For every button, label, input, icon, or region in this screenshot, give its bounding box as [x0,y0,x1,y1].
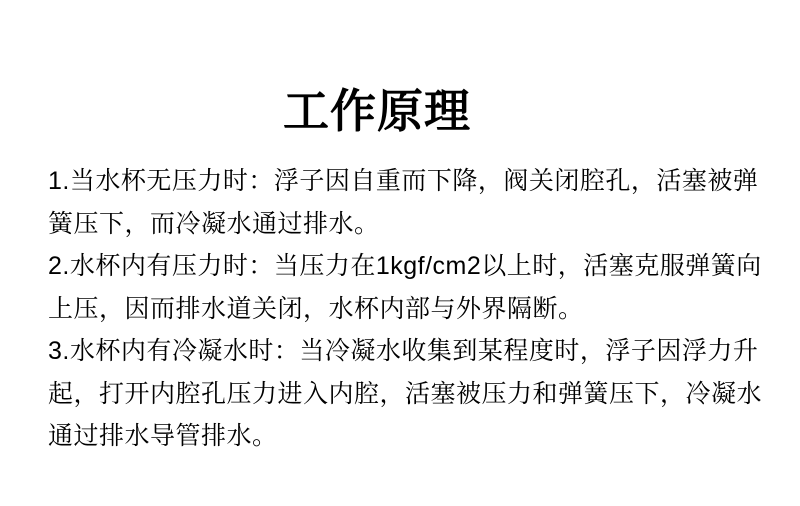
text-line: 2.水杯内有压力时：当压力在1kgf/cm2以上时，活塞克服弹簧向 [48,252,762,280]
paragraph-1 [48,160,759,245]
page-title: 工作原理 [283,85,471,137]
text-line: 起，打开内腔孔压力进入内腔，活塞被压力和弹簧压下，冷凝水 [48,379,763,408]
text-line: 通过排水导管排水。 [48,422,278,450]
paragraph-2 [48,245,762,330]
text-line: 簧压下，而冷凝水通过排水。 [48,209,380,238]
text-line: 3.水杯内有冷凝水时：当冷凝水收集到某程度时，浮子因浮力升 [48,337,759,365]
paragraph-3 [48,330,763,458]
body-text [48,160,763,458]
text-line: 上压，因而排水道关闭，水杯内部与外界隔断。 [48,294,584,323]
text-line: 1.当水杯无压力时：浮子因自重而下降，阀关闭腔孔，活塞被弹 [48,167,759,195]
